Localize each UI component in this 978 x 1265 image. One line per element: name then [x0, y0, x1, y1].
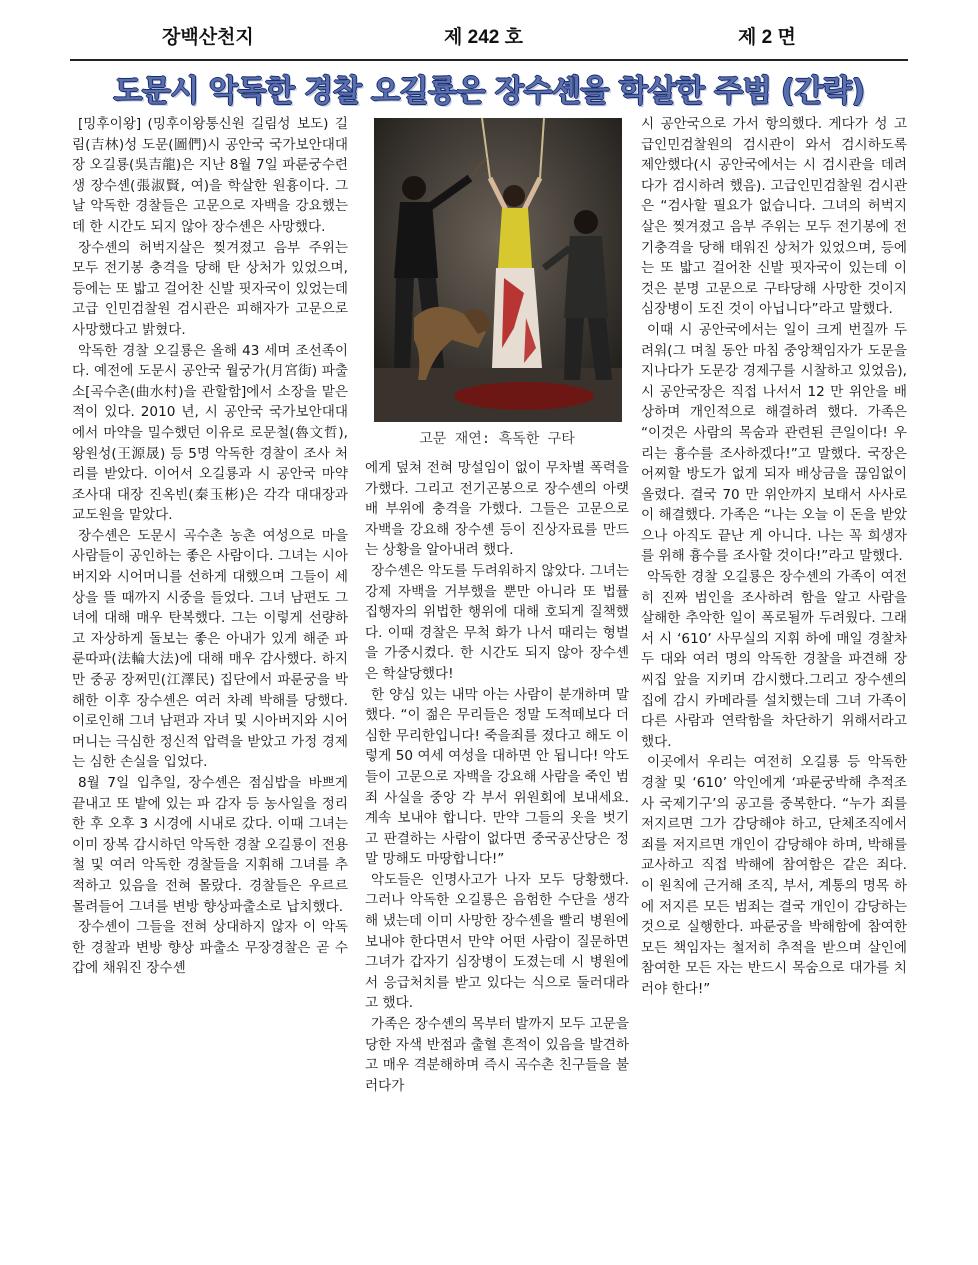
paragraph: 장수셴이 그들을 전혀 상대하지 않자 이 악독한 경찰과 변방 향상 파출소 무장경찰은 곧 수갑에 채워진 장수셴	[72, 919, 348, 977]
paragraph: 악독한 경찰 오길룡은 장수셴의 가족이 여전히 진짜 범인을 조사하려 함을 알고 사람을 살해한 추악한 일이 폭로될까 두려웠다. 그래서 시 ‘610’ 사무실의 지휘 하에 매일 경찰차 두 대와 여러 명의 악독한 경찰을 파견해 장씨집 앞을 지키며 감시했다.그리고 장수셴의 집에 감시 카메라를 설치했는데 그녀 가족이 다른 사람과 연락함을 차단하기 위해서라고 했다.	[641, 569, 907, 750]
photo-illustration	[374, 118, 622, 422]
paragraph: 가족은 장수셴의 목부터 발까지 모두 고문을 당한 자색 반점과 출혈 흔적이 있음을 발견하고 매우 격분해하며 즉시 곡수촌 친구들을 불러다가	[365, 1016, 629, 1094]
photo-caption: 고문 재연: 흑독한 구타	[419, 431, 575, 447]
paragraph: 장수셴의 허벅지살은 찢겨졌고 음부 주위는 모두 전기봉 충격을 당해 탄 상처가 있었으며, 등에는 또 밟고 걸어찬 신발 핏자국이 있었는데 고급 인민검찰원 검시관은 피해자가 고문으로 사망했다고 밝혔다.	[72, 239, 348, 338]
paragraph: 한 양심 있는 내막 아는 사람이 분개하며 말했다. “이 젊은 무리들은 정말 도적떼보다 더 심한 무리한입니다! 죽을죄를 졌다고 해도 이렇게 50 여세 여성을 대하면 안 됩니다! 악도들이 고문으로 자백을 강요해 사람을 죽인 범죄 사실을 중앙 각 부서 위원회에 보내세요. 계속 보내야 합니다. 만약 그들의 옷을 벗기고 판결하는 사람이 없다면 중국공산당은 정말 망해도 마땅합니다!”	[365, 686, 629, 868]
article-column-2	[365, 458, 629, 1248]
torture-reenactment-photo	[374, 118, 622, 422]
issue-number: 제 242 호	[444, 27, 523, 48]
article-title: 도문시 악독한 경찰 오길룡은 장수셴을 학살한 주범 (간략)	[113, 74, 865, 109]
paragraph: 장수셴은 도문시 곡수촌 농촌 여성으로 마을 사람들이 공인하는 좋은 사람이다. 그녀는 시아버지와 시어머니를 선하게 대했으며 그들이 세상을 뜰 때까지 시중을 들었다. 그녀 남편도 그녀에 대해 매우 탄복했다. 그는 이렇게 선량하고 자상하게 돌보는 좋은 아내가 있게 해준 파룬따파(法輪大法)에 대해 매우 감사했다. 하지만 중공 장쩌민(江澤民) 집단에서 파룬궁을 박해한 이후 장수셴은 여러 차례 박해를 당했다. 이로인해 그녀 남편과 자녀 및 시아버지와 시어머니는 극심한 정신적 압력을 받았고 가정 경제는 심한 손실을 입었다.	[72, 527, 348, 771]
publication-name: 장백산천지	[162, 27, 254, 48]
paragraph: [밍후이왕] (밍후이왕통신원 길림성 보도) 길림(吉林)성 도문(圖們)시 공안국 국가보안대대장 오길룡(吳吉龍)은 지난 8월 7일 파룬궁수련생 장수셴(張淑賢, 여)을 학살한 원흉이다. 그날 악독한 경찰들은 고문으로 자백을 강요했는데 한 시간도 되지 않아 장수셴은 사망했다.	[72, 116, 348, 235]
paragraph: 에게 덮쳐 전혀 망설임이 없이 무차별 폭력을 가했다. 그리고 전기곤봉으로 장수셴의 아랫배 부위에 충격을 가했다. 그들은 고문으로 자백을 강요해 장수셴 등이 진상자료를 만드는 상황을 알아내려 했다.	[365, 460, 629, 559]
paragraph: 시 공안국으로 가서 항의했다. 게다가 성 고급인민검찰원의 검시관이 와서 검시하도록 제안했다(시 공안국에서는 시 검시관을 데려다가 검시하려 했음). 고급인민검찰원 검시관은 “검사할 필요가 없습니다. 그녀의 허벅지살은 찢겨졌고 음부 주위는 모두 전기봉에 전기충격을 당해 태워진 상처가 있었으며, 등에는 또 밟고 걸어찬 신발 핏자국이 있는데 이것은 분명 고문으로 구타당해 사망한 것이지 심장병이 도진 것이 아닙니다”라고 말했다.	[641, 116, 907, 318]
paragraph: 악도들은 인명사고가 나자 모두 당황했다. 그러나 악독한 오길룡은 음험한 수단을 생각해 냈는데 이미 사망한 장수셴을 빨리 병원에 보내야 한다면서 만약 어떤 사람이 질문하면 그녀가 갑자기 심장병이 도졌는데 시 병원에서 응급처치를 받고 있다는 식으로 둘러대라고 했다.	[365, 871, 629, 1012]
paragraph: 장수셴은 악도를 두려워하지 않았다. 그녀는 강제 자백을 거부했을 뿐만 아니라 또 법률 집행자의 위법한 행위에 대해 호되게 질책했다. 이때 경찰은 무척 화가 나서 때리는 형벌을 가중시켰다. 한 시간도 되지 않아 장수셴은 학살당했다!	[365, 562, 629, 682]
page-header	[70, 22, 908, 56]
paragraph: 8월 7일 입추일, 장수셴은 점심밥을 바쁘게 끝내고 또 밭에 있는 파 감자 등 농사일을 정리한 후 오후 3 시경에 시내로 갔다. 이때 그녀는 이미 장복 감시하던 악독한 경찰 오길룡이 전용철 및 여러 악독한 경찰들을 지휘해 그녀를 추적하고 있음을 전혀 몰랐다. 경찰들은 우르르 몰려들어 그녀를 변방 향상파출소로 납치했다.	[72, 775, 348, 915]
paragraph: 이때 시 공안국에서는 일이 크게 번질까 두려워(그 며칠 동안 마침 중앙책임자가 도문을 지나다가 도문강 경제구를 시찰하고 있었음), 시 공안국장은 직접 나서서 12 만 위안을 배상하며 개인적으로 해결하려 했다. 가족은 “이것은 사람의 목숨과 관련된 큰일이다! 우리는 흉수를 조사하겠다!”고 말했다. 국장은 어찌할 방도가 없게 되자 배상금을 끊임없이 올렸다. 결국 70 만 위안까지 보태서 사사로이 해결했다. 가족은 “나는 오늘 이 돈을 받았으나 아직도 끝난 게 아니다. 나는 꼭 희생자를 위해 흉수를 조사할 것이다!”라고 말했다.	[641, 321, 907, 565]
page-number: 제 2 면	[738, 27, 796, 48]
article-column-3	[641, 114, 907, 1248]
paragraph: 이곳에서 우리는 여전히 오길룡 등 악독한 경찰 및 ‘610’ 악인에게 ‘파룬궁박해 추적조사 국제기구’의 공고를 중복한다. “누가 죄를 저지르면 그가 감당해야 하고, 단체조직에서 죄를 저지르면 개인이 감당해야 하며, 박해를 교사하고 직접 박해에 참여함은 같은 죄다. 이 원칙에 근거해 조직, 부서, 계통의 명목 하에 저지른 모든 범죄는 결국 개인이 감당하는 것으로 실행한다. 파룬궁을 박해함에 참여한 모든 책임자는 철저히 추적을 받으며 살인에 참여한 모든 자는 반드시 목숨으로 대가를 치러야 한다!”	[641, 754, 907, 997]
article-column-1	[72, 114, 348, 1246]
paragraph: 악독한 경찰 오길룡은 올해 43 세며 조선족이다. 예전에 도문시 공안국 월궁가(月宮街) 파출소[곡수촌(曲水村)을 관할함]에서 소장을 맡은 적이 있다. 2010 년, 시 공안국 국가보안대대에서 마약을 밀수했던 이유로 로문철(魯文哲), 왕원성(王源晟) 등 5명 악독한 경찰이 조사 처리를 받았다. 이어서 오길룡과 시 공안국 마약조사대 대장 진옥빈(秦玉彬)은 각각 대대장과 교도원을 맡았다.	[72, 342, 348, 524]
header-rule	[70, 59, 908, 61]
